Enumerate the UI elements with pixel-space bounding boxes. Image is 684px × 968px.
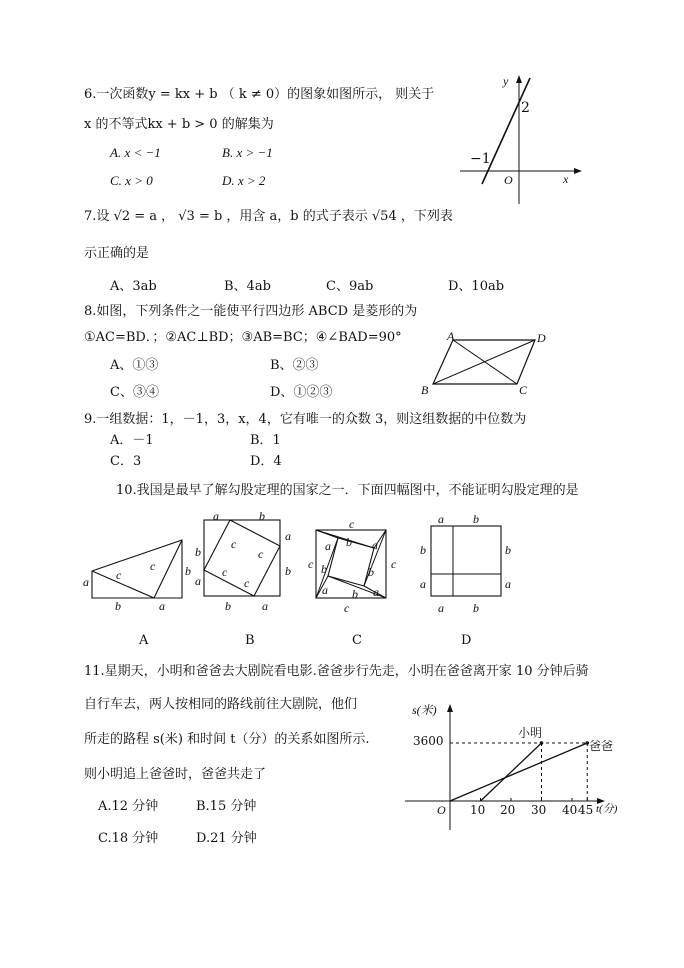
q8-option-a[interactable]: A、①③ — [110, 358, 159, 373]
q10-b-label-c1: c — [231, 537, 237, 551]
q10-c-label-c4: c — [344, 601, 350, 615]
q8-stem-line2: ①AC=BD．；②AC⊥BD；③AB=BC；④∠BAD=90° — [84, 330, 402, 345]
q10-c-label-c3: c — [391, 557, 397, 571]
q8-label-d: D — [537, 331, 546, 345]
q10-c-label-c2: c — [308, 557, 314, 571]
q6-option-c[interactable]: C. x > 0 — [110, 173, 153, 188]
q10-b-label-b3: b — [285, 564, 291, 578]
q8-label-a: A — [447, 329, 455, 343]
q10-c-label-c1: c — [349, 517, 355, 531]
q6-function-line — [482, 78, 530, 187]
q11-y-arrow-icon — [447, 704, 453, 712]
q7-stem-line2: 示正确的是 — [84, 246, 150, 261]
q8-label-c: C — [519, 383, 528, 397]
q11-option-c[interactable]: C.18 分钟 — [98, 831, 159, 846]
q10-c-label-b2: b — [321, 562, 327, 576]
q10-caption-d: D — [461, 633, 472, 648]
q11-origin-label: O — [437, 803, 446, 817]
q10-d-outer-square — [431, 526, 501, 596]
q10-b-label-b4: b — [225, 599, 231, 613]
q11-x-label: t(分) — [596, 803, 618, 815]
q11-plot-area — [450, 741, 589, 801]
q11-x-tick-45: 45 — [578, 803, 594, 817]
q10-a-hyp1 — [92, 568, 154, 598]
q11-series-xiaoming-label: 小明 — [518, 726, 543, 740]
q10-c-label-a4: a — [373, 585, 379, 599]
q6-option-a[interactable]: A. x < −1 — [110, 145, 161, 160]
q10-a-label-a2: a — [159, 599, 165, 613]
q10-b-label-c2: c — [258, 547, 264, 561]
q6-y-label: y — [503, 74, 509, 88]
q11-stem-line1: 11.星期天，小明和爸爸去大剧院看电影.爸爸步行先走，小明在爸爸离开家 10 分钟后骑 — [84, 664, 589, 679]
q11-stem-line3: 所走的路程 s(米) 和时间 t（分）的关系如图所示. — [84, 732, 370, 747]
q7-option-a[interactable]: A、3ab — [110, 279, 157, 294]
q10-a-label-c2: c — [150, 559, 156, 573]
q9-stem: 9.一组数据：1，－1，3，x，4，它有唯一的众数 3，则这组数据的中位数为 — [84, 412, 527, 427]
q7-option-b[interactable]: B、4ab — [224, 279, 271, 294]
q10-b-label-b1: b — [259, 509, 265, 523]
q10-d-label-b2: b — [420, 543, 426, 557]
q10-stem: 10.我国是最早了解勾股定理的国家之一．下面四幅图中，不能证明勾股定理的是 — [116, 483, 579, 498]
q6-stem-line2: x 的不等式kx + b > 0 的解集为 — [84, 117, 274, 132]
q6-stem-line1: 6.一次函数y = kx + b （ k ≠ 0）的图象如图所示， 则关于 — [84, 87, 435, 102]
q11-x-tick-30: 30 — [531, 803, 547, 817]
q10-a-label-b2: b — [115, 599, 121, 613]
q10-b-outer-square — [204, 520, 280, 596]
q10-b-label-c4: c — [244, 576, 250, 590]
q10-caption-c: C — [352, 633, 362, 648]
q6-option-b[interactable]: B. x > −1 — [222, 145, 273, 160]
q7-option-d[interactable]: D、10ab — [448, 279, 505, 294]
q10-d-label-a4: a — [438, 601, 444, 615]
q10-c-label-a1: a — [325, 539, 331, 553]
q8-option-d[interactable]: D、①②③ — [270, 385, 333, 400]
q6-x-arrow-icon — [574, 168, 582, 174]
q6-x-intercept-label: −1 — [470, 151, 491, 167]
q10-d-label-a1: a — [438, 512, 444, 526]
q11-series-dad-label: 爸爸 — [589, 739, 614, 753]
q11-y-tick-3600: 3600 — [413, 734, 444, 748]
q6-x-label: x — [563, 172, 569, 186]
q10-a-label-a1: a — [83, 575, 89, 589]
q10-b-label-c3: c — [222, 565, 228, 579]
q7-option-c[interactable]: C、9ab — [326, 279, 374, 294]
q10-b-label-a4: a — [262, 599, 268, 613]
q11-dad-line — [450, 743, 587, 801]
q10-c-label-a3: a — [322, 583, 328, 597]
q11-stem-line2: 自行车去，两人按相同的路线前往大剧院，他们 — [84, 697, 358, 712]
q10-c-label-b4: b — [352, 587, 358, 601]
q10-caption-b: B — [245, 633, 255, 648]
q11-x-tick-20: 20 — [500, 803, 516, 817]
q11-y-label: s(米) — [412, 703, 437, 717]
q10-b-label-a1: a — [213, 509, 219, 523]
q10-figure-d — [431, 526, 503, 598]
q10-d-label-a3: a — [505, 577, 511, 591]
q6-y-intercept-label: 2 — [521, 100, 530, 116]
q6-option-d[interactable]: D. x > 2 — [222, 173, 266, 188]
q10-d-label-b1: b — [473, 512, 479, 526]
q11-option-d[interactable]: D.21 分钟 — [196, 831, 257, 846]
q11-x-tick-40: 40 — [562, 803, 578, 817]
q9-option-c[interactable]: C．3 — [110, 454, 142, 469]
q9-option-b[interactable]: B．1 — [250, 433, 281, 448]
q11-x-tick-10: 10 — [470, 803, 486, 817]
q10-c-label-b1: b — [346, 535, 352, 549]
q9-option-a[interactable]: A．－1 — [110, 433, 154, 448]
q10-b-inner-square — [204, 520, 280, 596]
q11-stem-line4: 则小明追上爸爸时，爸爸共走了 — [84, 767, 267, 782]
q10-b-label-a3: a — [285, 529, 291, 543]
q8-option-c[interactable]: C、③④ — [110, 385, 159, 400]
q8-option-b[interactable]: B、②③ — [270, 358, 319, 373]
q7-stem-line1: 7.设 √2 = a ， √3 = b ，用含 a，b 的式子表示 √54 ，下列表 — [84, 209, 453, 224]
q8-label-b: B — [421, 383, 429, 397]
q10-b-label-b2: b — [195, 545, 201, 559]
q9-option-d[interactable]: D．4 — [250, 454, 282, 469]
q10-figure-b — [204, 520, 282, 598]
q10-caption-a: A — [139, 633, 149, 648]
q11-xiaoming-line — [481, 743, 542, 801]
q6-origin-label: O — [504, 173, 513, 187]
q10-a-label-c1: c — [116, 568, 122, 582]
q11-option-b[interactable]: B.15 分钟 — [196, 799, 257, 814]
q10-d-label-b4: b — [473, 601, 479, 615]
q11-option-a[interactable]: A.12 分钟 — [98, 799, 159, 814]
q10-c-label-a2: a — [372, 538, 378, 552]
q8-stem-line1: 8.如图，下列条件之一能使平行四边形 ABCD 是菱形的为 — [84, 304, 418, 319]
q10-d-label-b3: b — [505, 543, 511, 557]
q10-figure-a — [92, 536, 187, 600]
q10-b-label-a2: a — [195, 574, 201, 588]
q6-y-arrow-icon — [516, 75, 522, 83]
q10-c-label-b3: b — [368, 565, 374, 579]
q10-a-label-b1: b — [185, 564, 191, 578]
q10-d-label-a2: a — [420, 577, 426, 591]
